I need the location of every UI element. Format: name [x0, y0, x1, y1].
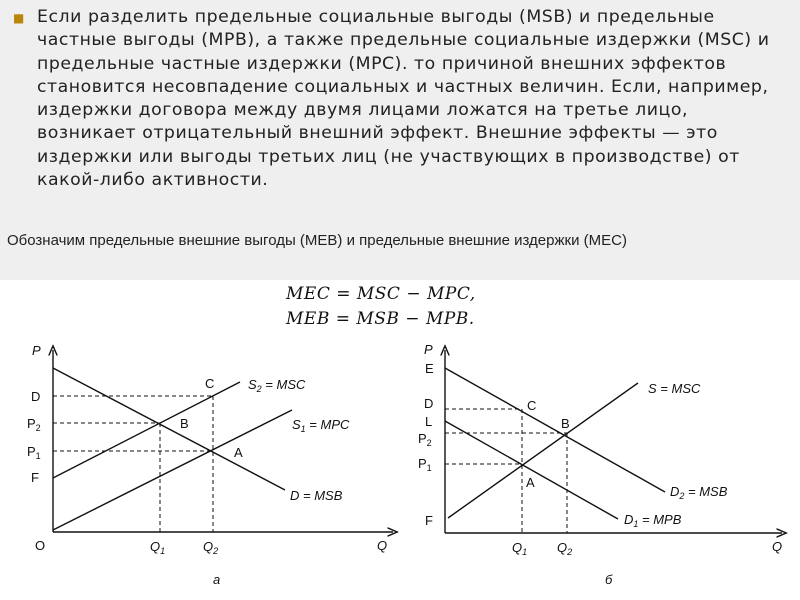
diagram-a-label-f: F — [31, 470, 39, 485]
diagram-b-axis-p: P — [424, 342, 433, 357]
diagram-a-origin: O — [35, 538, 46, 553]
body-paragraph: Если разделить предельные социальные выгоды (MSB) и предельные частные выгоды (MPB), а также предельные социальные издержки (MSC) и предельные частные издержки (MPC). то причиной внешних эффектов становится несовпадение социальных и частных величин. Если, например, издержки договора между двумя лицами ложатся на третье лицо, возникает отрицательный внешний эффект. Внешние эффекты — это издержки или выгоды третьих лиц (не участвующих в производстве) от какой-либо активности. — [37, 7, 770, 191]
diagram-b-caption: б — [605, 572, 613, 587]
diagram-b-curve-label-mpb: $D_1$ = MPB — [624, 512, 682, 529]
diagram-a-point-c: C — [205, 376, 215, 391]
formula-meb: MEB = MSB − MPB. — [286, 309, 475, 329]
diagram-b-point-b: B — [561, 416, 570, 431]
diagram-a-label-p1: $P_1$ — [27, 444, 41, 461]
diagram-b-point-a: A — [526, 475, 535, 490]
diagram-b-point-c: C — [527, 398, 537, 413]
diagram-a-curve-mpc — [53, 410, 292, 530]
diagram-b-axis-q: Q — [772, 539, 783, 554]
diagram-a-curve-label-msc: $S_2$ = MSC — [248, 377, 306, 394]
diagram-a-point-b: B — [180, 416, 189, 431]
diagram-b-curve-msc — [448, 383, 638, 518]
diagram-b-label-q1: $Q_1$ — [512, 540, 528, 557]
diagram-b-curve-label-msb: $D_2$ = MSB — [670, 484, 728, 501]
formula-mec: MEC = MSC − MPC, — [286, 284, 476, 304]
square-bullet-icon: ■ — [13, 11, 25, 25]
diagram-b-label-f: F — [425, 513, 433, 528]
diagram-a-axis-q: Q — [377, 538, 388, 553]
diagram-b-label-p1: $P_1$ — [418, 456, 432, 473]
diagram-a-curve-label-msb: D = MSB — [290, 488, 343, 503]
diagram-b-label-p2: $P_2$ — [418, 431, 432, 448]
diagram-a-caption: а — [213, 572, 221, 587]
diagram-a — [53, 350, 393, 532]
overlay-paragraph: Обозначим предельные внешние выгоды (MEB) и предельные внешние издержки (MEC) — [7, 232, 627, 249]
diagram-b-label-q2: $Q_2$ — [557, 540, 573, 557]
diagram-b-curve-mpb — [445, 421, 618, 519]
diagram-a-label-q2: $Q_2$ — [203, 539, 219, 556]
diagram-b-label-e: E — [425, 361, 434, 376]
diagram-b-labels — [418, 342, 782, 587]
diagram-a-labels — [27, 343, 387, 587]
diagram-a-axis-p: P — [32, 343, 41, 358]
diagram-b-curve-label-msc: S = MSC — [648, 381, 701, 396]
diagram-a-point-a: A — [234, 445, 243, 460]
diagram-b-label-d: D — [424, 396, 434, 411]
diagram-a-label-p2: $P_2$ — [27, 416, 41, 433]
diagram-b — [445, 350, 782, 533]
diagram-a-label-d: D — [31, 389, 41, 404]
diagram-b-label-l: L — [425, 414, 433, 429]
diagram-a-label-q1: $Q_1$ — [150, 539, 166, 556]
diagram-a-curve-label-mpc: $S_1$ = MPC — [292, 417, 350, 434]
